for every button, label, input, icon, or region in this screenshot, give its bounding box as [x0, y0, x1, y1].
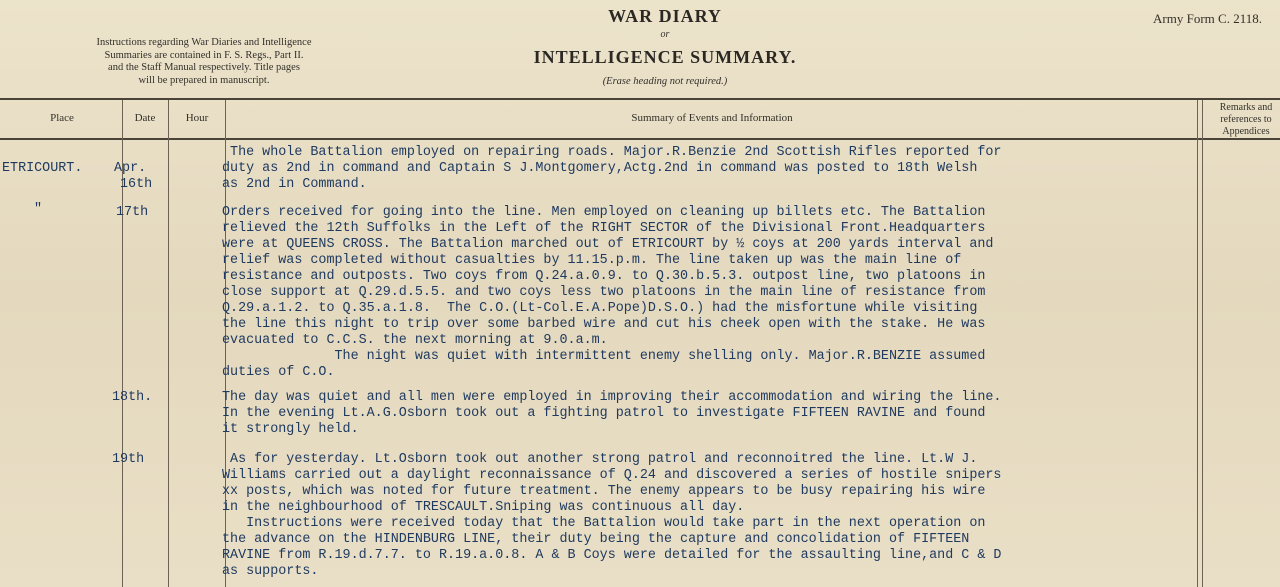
entry-line: were at QUEENS CROSS. The Battalion marched out of ETRICOURT by ½ coys at 200 yards interval and — [222, 237, 994, 252]
entry-text — [222, 390, 1194, 438]
instructions-line: Summaries are contained in F. S. Regs., Part II. — [104, 49, 304, 61]
column-header-summary: Summary of Events and Information — [631, 112, 793, 124]
entry-line: Instructions were received today that the Battalion would take part in the next operation on — [222, 516, 986, 531]
entry-line: RAVINE from R.19.d.7.7. to R.19.a.0.8. A & B Coys were detailed for the assaulting line,and C & D — [222, 548, 1002, 563]
entry-line: As for yesterday. Lt.Osborn took out another strong patrol and reconnoitred the line. Lt.W J. — [222, 452, 978, 467]
entry-date: Apr. — [114, 161, 147, 176]
title-note: (Erase heading not required.) — [602, 76, 728, 87]
entry-line: close support at Q.29.d.5.5. and two coys less two platoons in the main line of resistance from — [222, 285, 986, 300]
entry-place: ETRICOURT. — [2, 161, 83, 176]
entry-place: " — [34, 202, 43, 217]
entry-line: duties of C.O. — [222, 365, 335, 380]
form-number: Army Form C. 2118. — [1153, 11, 1262, 26]
title-or: or — [660, 29, 670, 40]
remarks-line: Remarks and — [1219, 102, 1273, 113]
entry-line: it strongly held. — [222, 422, 359, 437]
entry-line: as 2nd in Command. — [222, 177, 367, 192]
instructions-line: and the Staff Manual respectively. Title pages — [108, 62, 300, 73]
entry-line: xx posts, which was noted for future treatment. The enemy appears to be busy repairing his wire — [222, 484, 986, 499]
entry-line: Williams carried out a daylight reconnaissance of Q.24 and discovered a series of hostile snipers — [222, 468, 1002, 483]
entry-date: 17th — [116, 205, 149, 220]
entry-text — [222, 145, 1194, 193]
column-divider — [168, 100, 169, 587]
entry-line: the advance on the HINDENBURG LINE, their duty being the capture and concolidation of FIFTEEN — [222, 532, 970, 547]
column-header-hour: Hour — [185, 112, 209, 124]
entry-line: Q.29.a.1.2. to Q.35.a.1.8. The C.O.(Lt-Col.E.A.Pope)D.S.O.) had the misfortune while visiting — [222, 301, 978, 316]
entry-line: the line this night to trip over some barbed wire and cut his cheek open with the stake. He was — [222, 317, 986, 332]
entry-text — [222, 205, 1194, 381]
entry-line: in the neighbourhood of TRESCAULT.Sniping was continuous all day. — [222, 500, 745, 515]
entry-date: 18th. — [112, 390, 153, 405]
entry-date: 16th — [120, 177, 153, 192]
column-header-remarks — [1206, 102, 1280, 138]
entry-line: Orders received for going into the line. Men employed on cleaning up billets etc. The Battalion — [222, 205, 986, 220]
entry-line: In the evening Lt.A.G.Osborn took out a fighting patrol to investigate FIFTEEN RAVINE and found — [222, 406, 986, 421]
column-divider — [1202, 100, 1203, 587]
entry-line: duty as 2nd in command and Captain S J.Montgomery,Actg.2nd in command was posted to 18th Welsh — [222, 161, 978, 176]
instructions-line: Instructions regarding War Diaries and Intelligence — [96, 37, 312, 48]
entry-line: The day was quiet and all men were employed in improving their accommodation and wiring the line. — [222, 390, 1002, 405]
title-war-diary: WAR DIARY — [608, 6, 722, 26]
entry-line: relief was completed without casualties by 11.15.p.m. The line taken up was the main line of — [222, 253, 962, 268]
instructions-line: will be prepared in manuscript. — [138, 74, 270, 86]
header-rule-bottom — [0, 138, 1280, 140]
entry-line: as supports. — [222, 564, 319, 579]
column-divider — [1197, 100, 1198, 587]
entry-line: The night was quiet with intermittent enemy shelling only. Major.R.BENZIE assumed — [222, 349, 986, 364]
entry-date: 19th — [112, 452, 145, 467]
entry-line: The whole Battalion employed on repairing roads. Major.R.Benzie 2nd Scottish Rifles reported for — [222, 145, 1002, 160]
remarks-line: references to — [1220, 114, 1272, 125]
entry-text — [222, 452, 1194, 580]
header-rule-top — [0, 98, 1280, 100]
entry-line: relieved the 12th Suffolks in the Left of the RIGHT SECTOR of the Divisional Front.Headquarters — [222, 221, 986, 236]
column-header-date: Date — [134, 112, 156, 124]
entry-line: resistance and outposts. Two coys from Q.24.a.0.9. to Q.30.b.5.3. outpost line, two platoons in — [222, 269, 986, 284]
title-intelligence-summary: INTELLIGENCE SUMMARY. — [533, 47, 797, 67]
remarks-line: Appendices — [1222, 126, 1270, 137]
entry-line: evacuated to C.C.S. the next morning at 9.0.a.m. — [222, 333, 608, 348]
column-header-place: Place — [50, 112, 74, 124]
